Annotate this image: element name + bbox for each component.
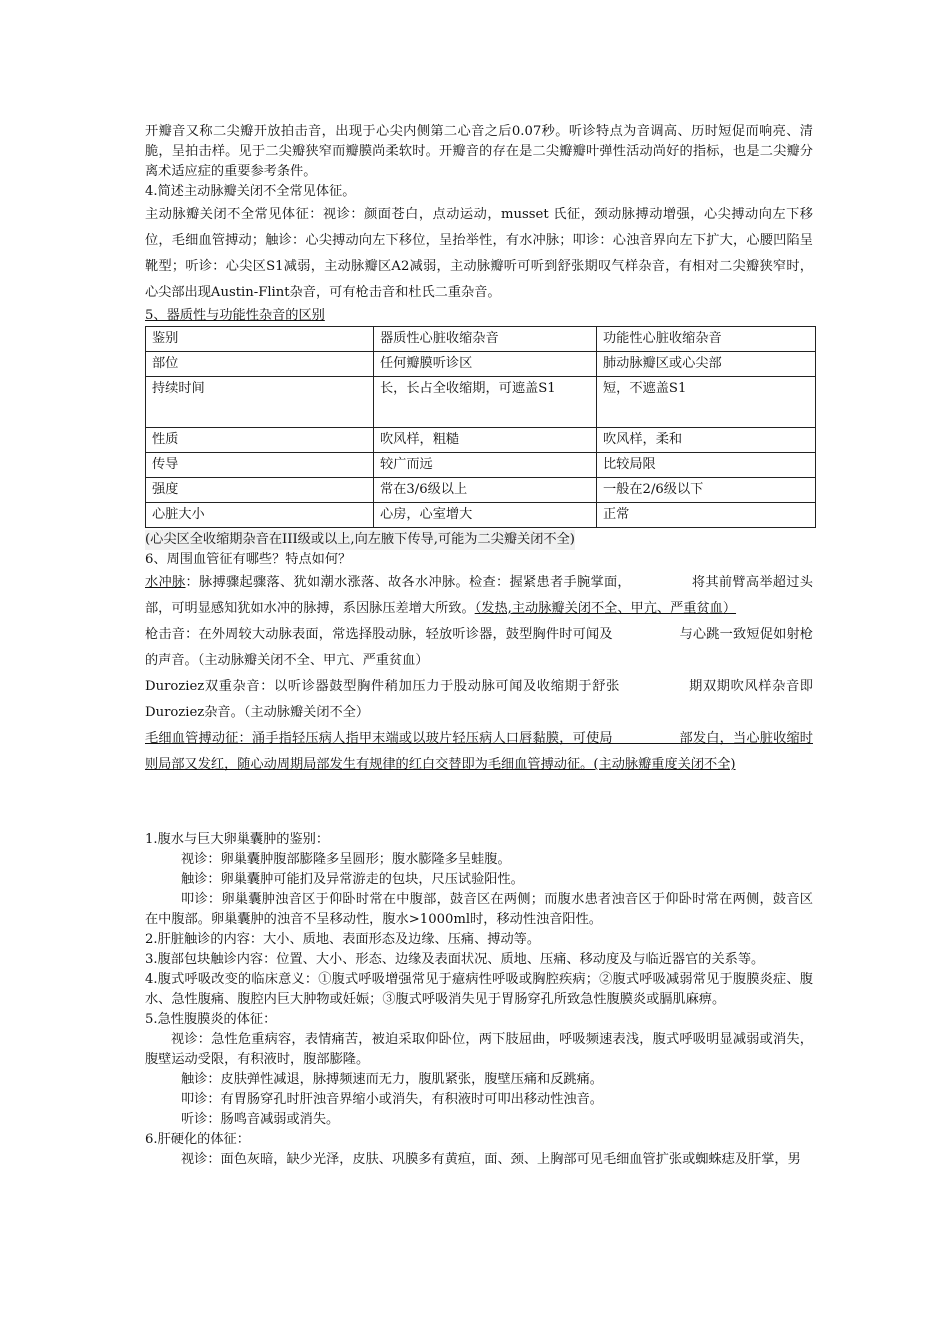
- table-cell: 强度: [146, 478, 374, 503]
- abdomen-question-6: 6.肝硬化的体征：: [145, 1132, 250, 1147]
- table-row: [146, 327, 816, 352]
- water-hammer-pulse-paragraph: [145, 570, 813, 622]
- abdomen-question-2: 2.肝脏触诊的内容：大小、质地、表面形态及边缘、压痛、搏动等。: [145, 932, 541, 947]
- table-cell: 性质: [146, 428, 374, 453]
- table-cell: 吹风样，柔和: [597, 428, 816, 453]
- abdomen-question-3: 3.腹部包块触诊内容：位置、大小、形态、边缘及表面状况、质地、压痛、移动度及与临近器官的关系等。: [145, 952, 765, 967]
- table-cell: 任何瓣膜听诊区: [374, 352, 597, 377]
- table-cell: 常在3/6级以上: [374, 478, 597, 503]
- abdomen-question-5: 5.急性腹膜炎的体征：: [145, 1012, 277, 1027]
- capillary-pulse-paragraph: 毛细血管搏动征：涌手指轻压病人指甲末端或以玻片轻压病人口唇黏膜，可使局 部发白，当心脏收缩时则局部又发红，随心动周期局部发生有规律的红白交替即为毛细血管搏动征。(主动脉瓣重度关闭不全): [145, 731, 813, 772]
- section-6-title: 6、周围血管征有哪些？特点如何？: [145, 552, 352, 567]
- q1-percussion: 叩诊：卵巢囊肿浊音区于仰卧时常在中腹部，鼓音区在两侧；而腹水患者浊音区于仰卧时常在两侧，鼓音区在中腹部。卵巢囊肿的浊音不呈移动性，腹水>1000ml时，移动性浊音阳性。: [145, 892, 813, 927]
- opening-snap-paragraph: 开瓣音又称二尖瓣开放拍击音，出现于心尖内侧第二心音之后0.07秒。听诊特点为音调高、历时短促而响亮、清脆，呈拍击样。见于二尖瓣狭窄而瓣膜尚柔软时。开瓣音的存在是二尖瓣瓣叶弹性活动尚好的指标，也是二尖瓣分离术适应症的重要参考条件。: [145, 124, 813, 179]
- table-cell: 一般在2/6级以下: [597, 478, 816, 503]
- spacer: [145, 778, 813, 830]
- q5-auscultation: 听诊：肠鸣音减弱或消失。: [181, 1112, 340, 1127]
- duroziez-paragraph: Duroziez双重杂音：以听诊器鼓型胸件稍加压力于股动脉可闻及收缩期于舒张 期双期吹风样杂音即Duroziez杂音。（主动脉瓣关闭不全）: [145, 679, 813, 720]
- table-cell: 正常: [597, 503, 816, 528]
- table-row: [146, 503, 816, 528]
- table-cell: 短，不遮盖S1: [597, 377, 816, 428]
- q5-palpation: 触诊：皮肤弹性减退，脉搏频速而无力，腹肌紧张，腹壁压痛和反跳痛。: [181, 1072, 603, 1087]
- table-cell: 吹风样，粗糙: [374, 428, 597, 453]
- q1-inspection: 视诊：卵巢囊肿腹部膨隆多呈圆形；腹水膨隆多呈蛙腹。: [181, 852, 511, 867]
- table-row: [146, 428, 816, 453]
- table-cell: 较广而远: [374, 453, 597, 478]
- table-cell: 比较局限: [597, 453, 816, 478]
- table-cell: 长，长占全收缩期，可遮盖S1: [374, 377, 597, 428]
- murmur-comparison-table: [145, 326, 816, 528]
- table-row: [146, 377, 816, 428]
- table-cell: 器质性心脏收缩杂音: [374, 327, 597, 352]
- table-row: [146, 478, 816, 503]
- table-row: [146, 453, 816, 478]
- abdomen-question-4: 4.腹式呼吸改变的临床意义：①腹式呼吸增强常见于癔病性呼吸或胸腔疾病；②腹式呼吸减弱常见于腹膜炎症、腹水、急性腹痛、腹腔内巨大肿物或妊娠；③腹式呼吸消失见于胃肠穿孔所致急性腹膜炎或膈肌麻痹。: [145, 972, 813, 1007]
- table-cell: 部位: [146, 352, 374, 377]
- water-hammer-text: ：脉搏骤起骤落、犹如潮水涨落、故各水冲脉。检查：握紧患者手腕掌面， 将其前臂高举超过头部，可明显感知犹如水冲的脉搏，系因脉压差增大所致。: [145, 575, 813, 616]
- pistol-shot-paragraph: 枪击音：在外周较大动脉表面，常选择股动脉，轻放听诊器，鼓型胸件时可闻及 与心跳一致短促如射枪的声音。（主动脉瓣关闭不全、甲亢、严重贫血）: [145, 627, 813, 668]
- table-cell: 功能性心脏收缩杂音: [597, 327, 816, 352]
- q5-percussion: 叩诊：有胃肠穿孔时肝浊音界缩小或消失，有积液时可叩出移动性浊音。: [181, 1092, 603, 1107]
- document-page: [145, 122, 813, 1170]
- question-4-answer: 主动脉瓣关闭不全常见体征：视诊：颜面苍白，点动运动，musset 氏征，颈动脉搏动增强，心尖搏动向左下移位，毛细血管搏动；触诊：心尖搏动向左下移位，呈抬举性，有水冲脉；叩诊：心浊音界向左下扩大，心腰凹陷呈靴型；听诊：心尖区S1减弱，主动脉瓣区A2减弱，主动脉瓣听可听到舒张期叹气样杂音，有相对二尖瓣狭窄时，心尖部出现Austin-Flint杂音，可有枪击音和杜氏二重杂音。: [145, 207, 813, 300]
- water-hammer-causes: （发热,主动脉瓣关闭不全、甲亢、严重贫血）: [474, 601, 737, 616]
- q1-palpation: 触诊：卵巢囊肿可能扪及异常游走的包块，尺压试验阳性。: [181, 872, 524, 887]
- table-cell: 肺动脉瓣区或心尖部: [597, 352, 816, 377]
- table-cell: 心房，心室增大: [374, 503, 597, 528]
- table-cell: 持续时间: [146, 377, 374, 428]
- mitral-regurgitation-note: (心尖区全收缩期杂音在III级或以上,向左腋下传导,可能为二尖瓣关闭不全): [145, 530, 575, 550]
- table-cell: 鉴别: [146, 327, 374, 352]
- section-5-title: 5、器质性与功能性杂音的区别: [145, 308, 325, 323]
- abdomen-question-1: 1.腹水与巨大卵巢囊肿的鉴别：: [145, 832, 330, 847]
- table-cell: 心脏大小: [146, 503, 374, 528]
- water-hammer-label: 水冲脉: [145, 575, 186, 590]
- table-cell: 传导: [146, 453, 374, 478]
- question-4-heading: 4.简述主动脉瓣关闭不全常见体征。: [145, 184, 356, 199]
- table-row: [146, 352, 816, 377]
- q6-inspection: 视诊：面色灰暗，缺少光泽，皮肤、巩膜多有黄疸，面、颈、上胸部可见毛细血管扩张或蜘蛛痣及肝掌，男: [181, 1152, 801, 1167]
- q5-inspection: 视诊：急性危重病容，表情痛苦，被迫采取仰卧位，两下肢屈曲，呼吸频速表浅，腹式呼吸明显减弱或消失，腹壁运动受限，有积液时，腹部膨隆。: [145, 1032, 813, 1067]
